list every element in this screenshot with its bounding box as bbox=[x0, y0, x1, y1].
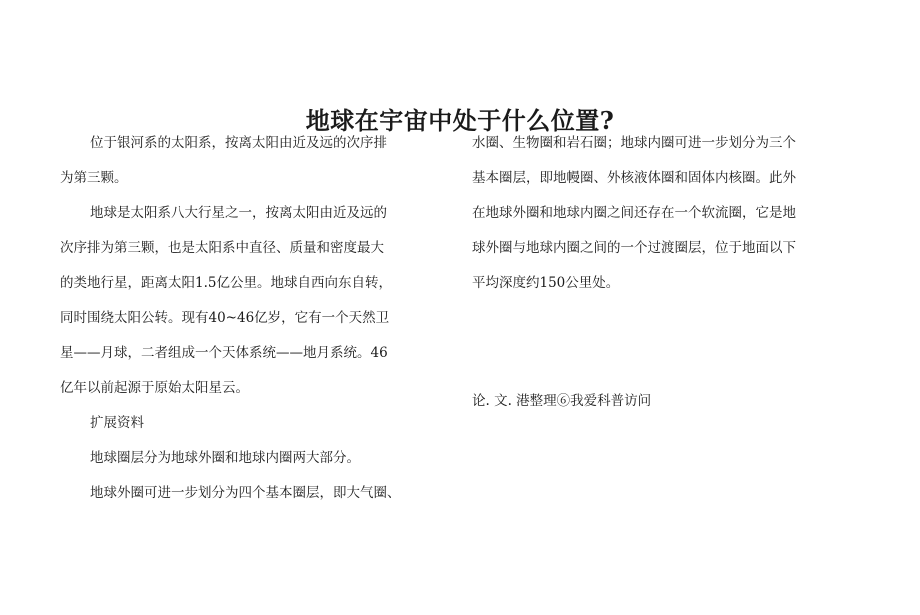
paragraph-line: 次序排为第三颗，也是太阳系中直径、质量和密度最大 bbox=[60, 240, 384, 256]
paragraph-line: 水圈、生物圈和岩石圈；地球内圈可进一步划分为三个 bbox=[472, 135, 796, 151]
paragraph-line: 同时围绕太阳公转。现有40~46亿岁，它有一个天然卫 bbox=[60, 310, 390, 326]
paragraph-line: 地球外圈可进一步划分为四个基本圈层，即大气圈、 bbox=[90, 485, 401, 501]
paragraph-line: 地球是太阳系八大行星之一，按离太阳由近及远的 bbox=[90, 205, 387, 221]
paragraph-line: 星——月球，二者组成一个天体系统——地月系统。46 bbox=[60, 345, 388, 361]
paragraph-line: 的类地行星，距离太阳1.5亿公里。地球自西向东自转， bbox=[60, 275, 392, 291]
paragraph-line: 基本圈层，即地幔圈、外核液体圈和固体内核圈。此外 bbox=[472, 170, 796, 186]
paragraph-line: 地球圈层分为地球外圈和地球内圈两大部分。 bbox=[90, 450, 360, 466]
paragraph-line: 在地球外圈和地球内圈之间还存在一个软流圈，它是地 bbox=[472, 205, 796, 221]
paragraph-line: 为第三颗。 bbox=[60, 170, 128, 186]
document-title: 地球在宇宙中处于什么位置? bbox=[305, 106, 615, 136]
section-heading: 扩展资料 bbox=[90, 415, 144, 431]
paragraph-line: 位于银河系的太阳系，按离太阳由近及远的次序排 bbox=[90, 135, 387, 151]
paragraph-line: 球外圈与地球内圈之间的一个过渡圈层，位于地面以下 bbox=[472, 240, 796, 256]
paragraph-line: 平均深度约150公里处。 bbox=[472, 275, 620, 291]
paragraph-line: 亿年以前起源于原始太阳星云。 bbox=[60, 380, 249, 396]
credit-note: 论. 文. 港整理⑥我爱科普访问 bbox=[472, 393, 652, 409]
right-text-column bbox=[472, 126, 842, 301]
left-text-column bbox=[60, 126, 430, 511]
